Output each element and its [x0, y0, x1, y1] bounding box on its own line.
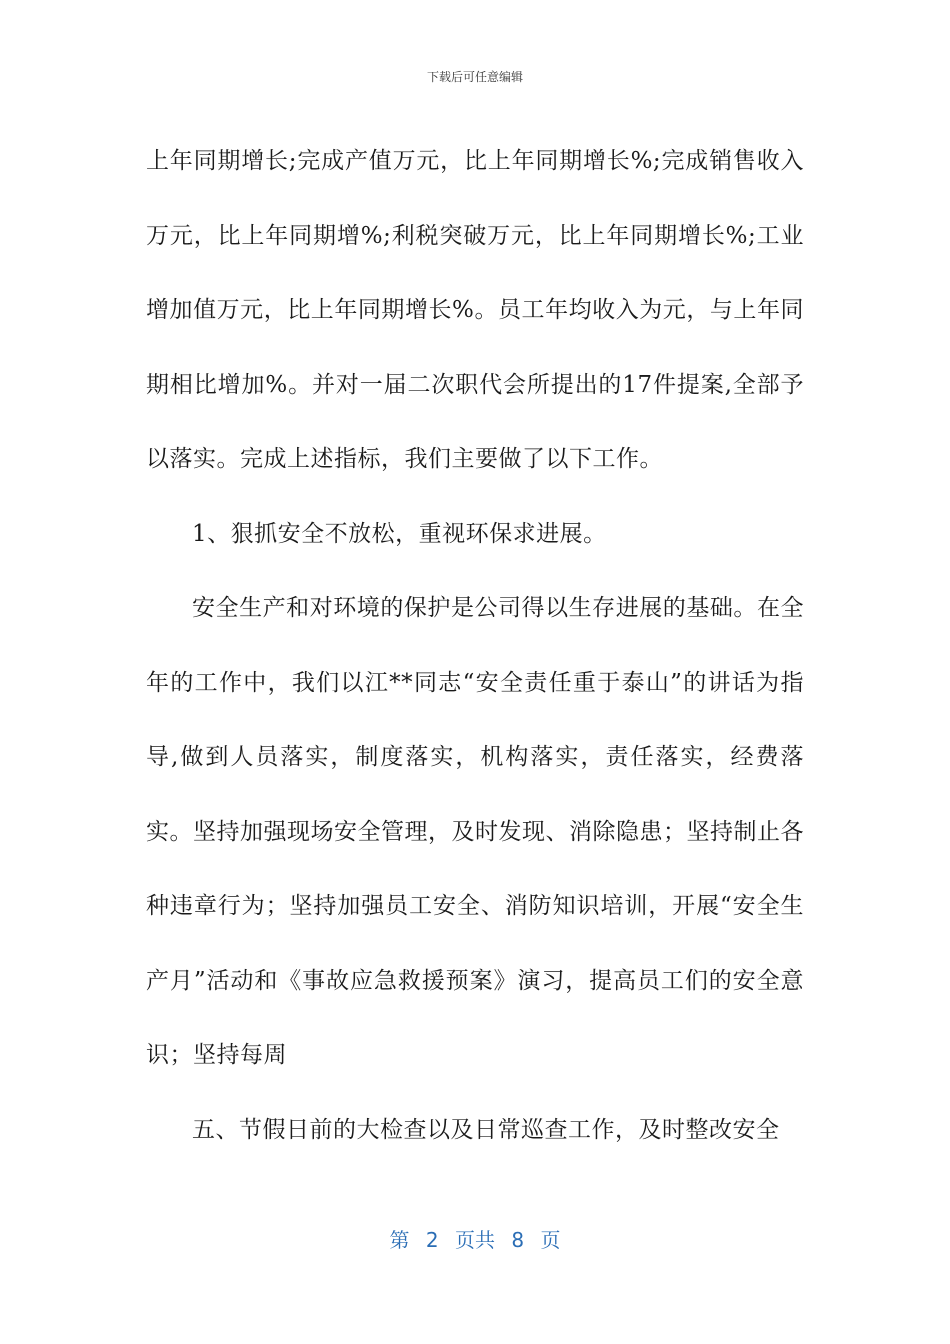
footer-middle: 页共 [455, 1228, 495, 1252]
document-body [146, 124, 804, 1167]
paragraph-heading-safety: 1、狠抓安全不放松，重视环保求进展。 [192, 520, 607, 547]
paragraph-safety-detail: 安全生产和对环境的保护是公司得以生存进展的基础。在全年的工作中，我们以江**同志“安全责任重于泰山”的讲话为指导,做到人员落实，制度落实，机构落实，责任落实，经费落实。坚持加强现场安全管理，及时发现、消除隐患；坚持制止各种违章行为；坚持加强员工安全、消防知识培训，开展“安全生产月”活动和《事故应急救援预案》演习，提高员工们的安全意识；坚持每周 [146, 595, 804, 1068]
paragraph-holiday-inspection: 五、节假日前的大检查以及日常巡查工作，及时整改安全 [192, 1116, 780, 1143]
footer-page-number: 2 [425, 1228, 439, 1252]
footer-prefix: 第 [389, 1228, 410, 1252]
paragraph-summary: 上年同期增长;完成产值万元，比上年同期增长%;完成销售收入万元，比上年同期增%;利税突破万元，比上年同期增长%;工业增加值万元，比上年同期增长%。员工年均收入为元，与上年同期相比增加%。并对一届二次职代会所提出的17件提案,全部予以落实。完成上述指标，我们主要做了以下工作。 [146, 148, 804, 472]
page-header-note: 下载后可任意编辑 [426, 70, 523, 84]
footer-suffix: 页 [540, 1228, 561, 1252]
footer-total-pages: 8 [511, 1228, 525, 1252]
page-footer [0, 1224, 950, 1253]
